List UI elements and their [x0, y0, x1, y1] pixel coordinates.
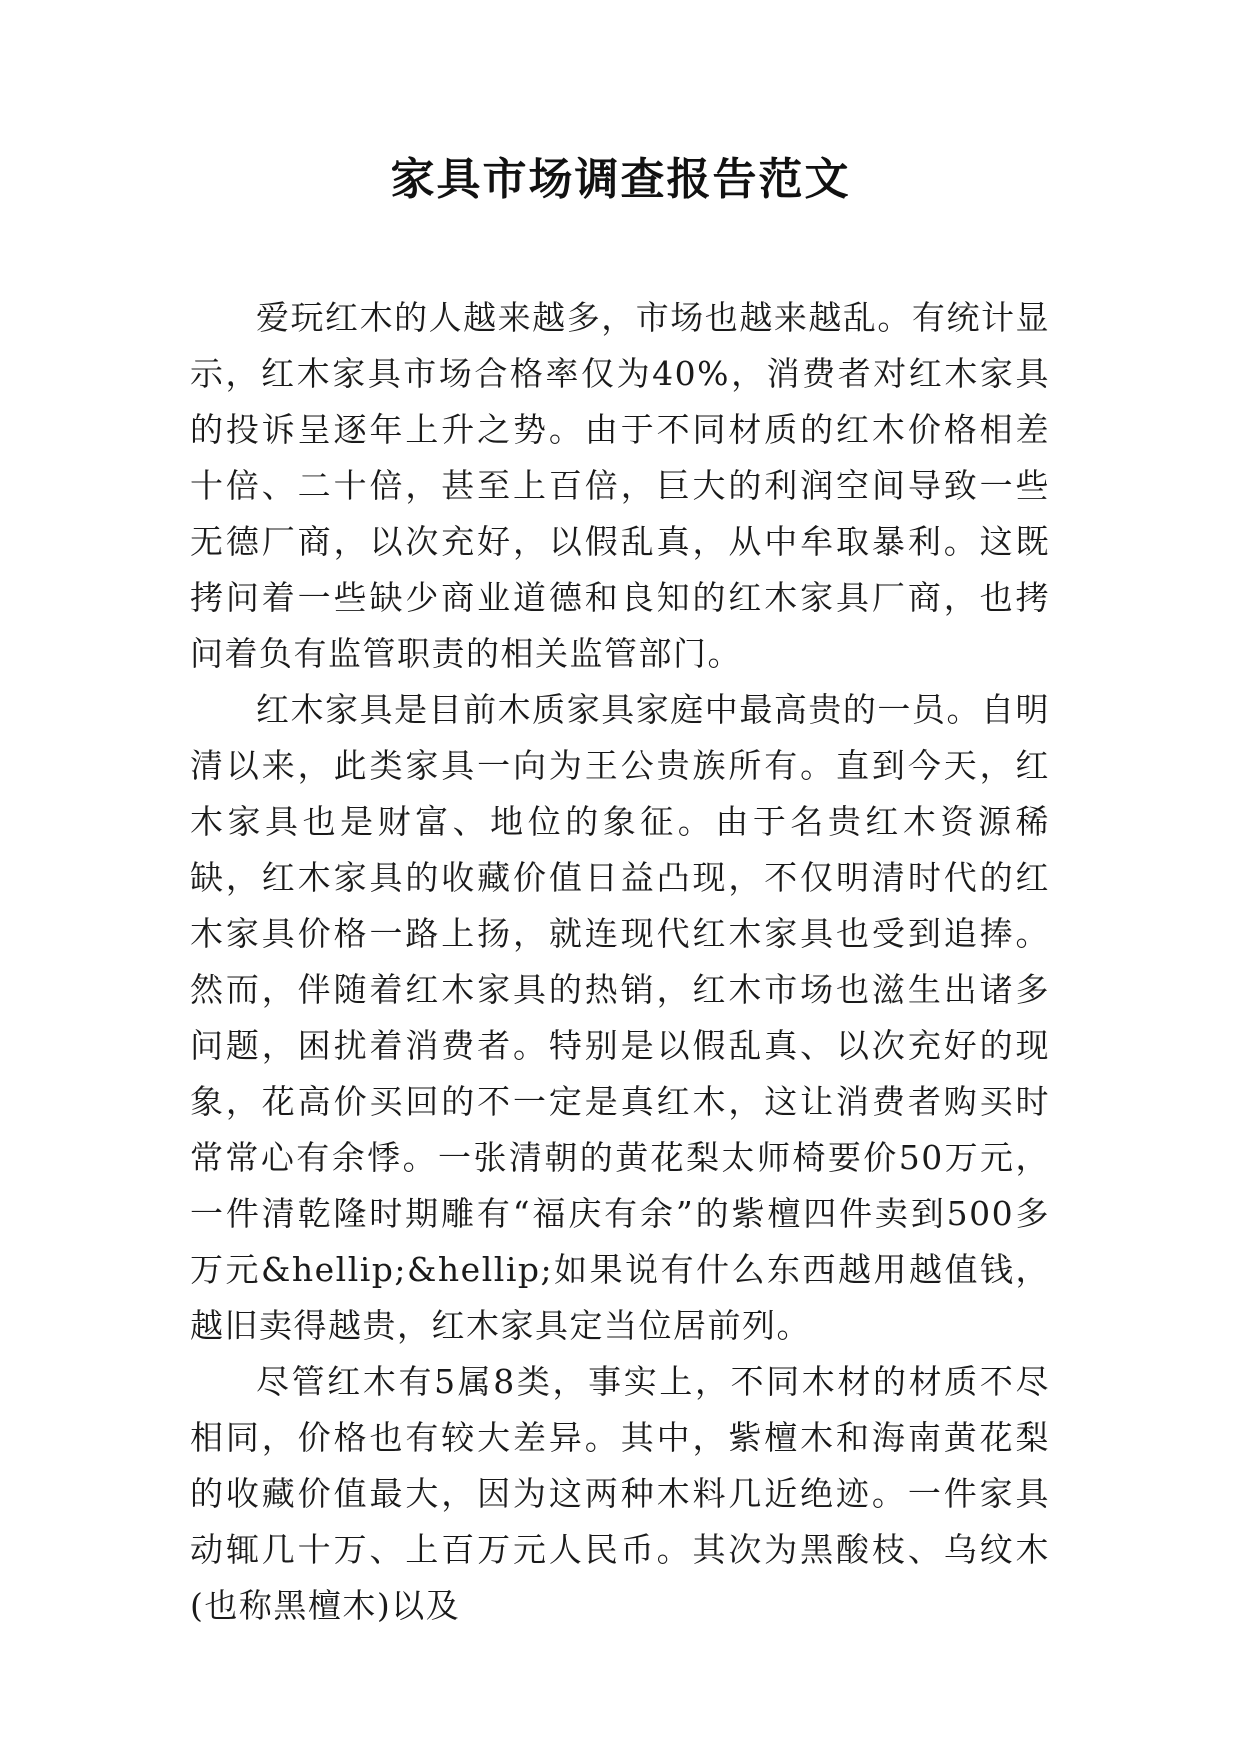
paragraph-3: 尽管红木有5属8类，事实上，不同木材的材质不尽相同，价格也有较大差异。其中，紫檀木和海南黄花梨的收藏价值最大，因为这两种木料几近绝迹。一件家具动辄几十万、上百万元人民币。其次为黑酸枝、乌纹木(也称黑檀木)以及 — [190, 1362, 1050, 1625]
document-body — [190, 290, 1050, 1634]
document-title: 家具市场调查报告范文 — [390, 154, 851, 205]
paragraph-2: 红木家具是目前木质家具家庭中最高贵的一员。自明清以来，此类家具一向为王公贵族所有。直到今天，红木家具也是财富、地位的象征。由于名贵红木资源稀缺，红木家具的收藏价值日益凸现，不仅明清时代的红木家具价格一路上扬，就连现代红木家具也受到追捧。然而，伴随着红木家具的热销，红木市场也滋生出诸多问题，困扰着消费者。特别是以假乱真、以次充好的现象，花高价买回的不一定是真红木，这让消费者购买时常常心有余悸。一张清朝的黄花梨太师椅要价50万元，一件清乾隆时期雕有“福庆有余”的紫檀四件卖到500多万元&hellip;&hellip;如果说有什么东西越用越值钱，越旧卖得越贵，红木家具定当位居前列。 — [190, 690, 1050, 1345]
paragraph-1: 爱玩红木的人越来越多，市场也越来越乱。有统计显示，红木家具市场合格率仅为40%，消费者对红木家具的投诉呈逐年上升之势。由于不同材质的红木价格相差十倍、二十倍，甚至上百倍，巨大的利润空间导致一些无德厂商，以次充好，以假乱真，从中牟取暴利。这既拷问着一些缺少商业道德和良知的红木家具厂商，也拷问着负有监管职责的相关监管部门。 — [190, 298, 1050, 673]
